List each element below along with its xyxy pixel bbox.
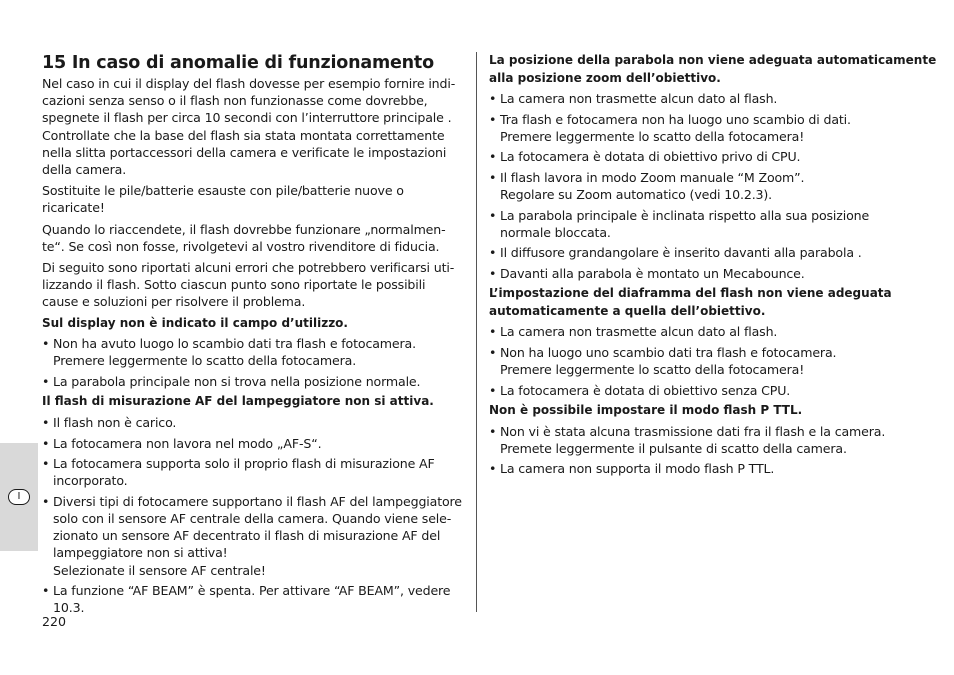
list-item: • La camera non trasmette alcun dato al flash. (489, 323, 909, 340)
list-item: • Tra flash e fotocamera non ha luogo uno scambio di dati. Premere leggermente lo scatto della fotocamera! (489, 111, 909, 145)
list-item: • La parabola principale non si trova nella posizione normale. (42, 373, 467, 390)
list-item: • Non ha luogo uno scambio dati tra flash e fotocamera. Premere leggermente lo scatto della fotocamera! (489, 344, 909, 378)
list-item: • La fotocamera è dotata di obiettivo privo di CPU. (489, 148, 909, 165)
bullet-list-af-flash (42, 414, 467, 616)
right-column (489, 52, 937, 481)
list-item: • La fotocamera supporta solo il proprio flash di misurazione AF incorporato. (42, 455, 467, 489)
subheading-zoom-position: La posizione della parabola non viene adeguata automaticamente alla posizione zoom dell’obiettivo. (489, 53, 937, 85)
column-divider (476, 52, 477, 612)
list-item: • Non vi è stata alcuna trasmissione dati fra il flash e la camera. Premete leggermente il pulsante di scatto della camera. (489, 423, 909, 457)
list-item: • La parabola principale è inclinata rispetto alla sua posizione normale bloccata. (489, 207, 909, 241)
list-item: • La fotocamera è dotata di obiettivo senza CPU. (489, 382, 909, 399)
subheading-pttl: Non è possibile impostare il modo flash P TTL. (489, 403, 803, 418)
list-item: • Il flash non è carico. (42, 414, 467, 431)
intro-paragraph-1: Nel caso in cui il display del flash dovesse per esempio fornire indi- cazioni senza senso o il flash non funzionasse come dovrebbe, spegnete il flash per circa 10 secondi con l’interruttore principale . Controllate che la base del flash sia stata montata correttamente nella slitta portaccessori della camera e verificate le impostazioni della camera. (42, 76, 456, 178)
section-heading: 15 In caso di anomalie di funzionamento (42, 53, 434, 73)
list-item: • La fotocamera non lavora nel modo „AF-S“. (42, 435, 467, 452)
subheading-display-range: Sul display non è indicato il campo d’utilizzo. (42, 315, 348, 330)
list-item: • Non ha avuto luogo lo scambio dati tra flash e fotocamera. Premere leggermente lo scatto della fotocamera. (42, 335, 467, 369)
list-item: • Diversi tipi di fotocamere supportano il flash AF del lampeggiatore solo con il sensore AF centrale della camera. Quando viene sele- zionato un sensore AF decentrato il flash di misurazione AF del lampeggiatore non si attiva! Selezionate il sensore AF centrale! (42, 493, 467, 579)
left-column (42, 52, 467, 620)
subheading-af-flash: Il flash di misurazione AF del lampeggiatore non si attiva. (42, 394, 434, 409)
list-item: • Il flash lavora in modo Zoom manuale “M Zoom”. Regolare su Zoom automatico (vedi 10.2.3). (489, 169, 909, 203)
bullet-list-zoom-position (489, 90, 909, 282)
list-item: • La funzione “AF BEAM” è spenta. Per attivare “AF BEAM”, vedere 10.3. (42, 582, 467, 616)
intro-paragraph-2: Sostituite le pile/batterie esauste con pile/batterie nuove o ricaricate! (42, 183, 404, 216)
list-item: • Il diffusore grandangolare è inserito davanti alla parabola . (489, 244, 909, 261)
bullet-list-aperture (489, 323, 909, 398)
list-item: • La camera non supporta il modo flash P TTL. (489, 460, 909, 477)
page-number: 220 (42, 614, 67, 629)
list-item: • La camera non trasmette alcun dato al flash. (489, 90, 909, 107)
intro-paragraph-4: Di seguito sono riportati alcuni errori che potrebbero verificarsi uti- lizzando il flash. Sotto ciascun punto sono riportate le possibili cause e soluzioni per risolvere il problema. (42, 260, 455, 310)
language-badge: I (8, 489, 30, 505)
list-item: • Davanti alla parabola è montato un Mecabounce. (489, 265, 909, 282)
subheading-aperture: L’impostazione del diaframma del flash non viene adeguata automaticamente a quella dell’obiettivo. (489, 286, 892, 318)
bullet-list-display-range (42, 335, 467, 390)
intro-paragraph-3: Quando lo riaccendete, il flash dovrebbe funzionare „normalmen- te“. Se così non fosse, rivolgetevi al vostro rivenditore di fiducia. (42, 221, 446, 254)
bullet-list-pttl (489, 423, 909, 478)
